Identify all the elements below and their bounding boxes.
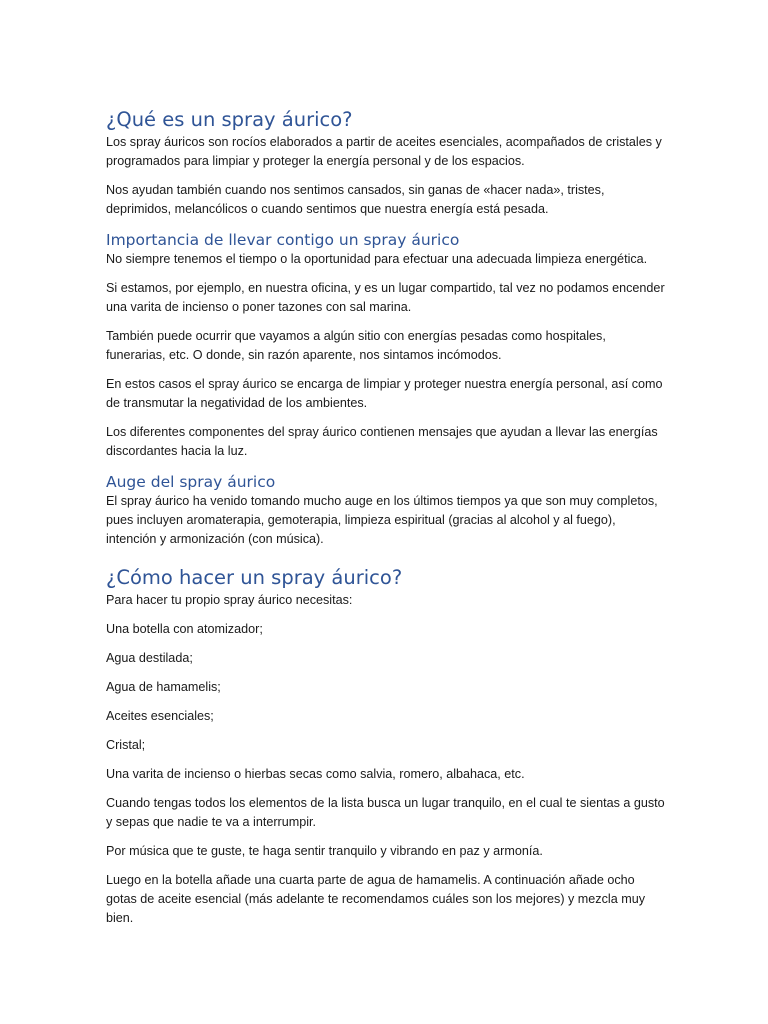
list-item: Cristal; [106, 738, 146, 752]
paragraph: Nos ayudan también cuando nos sentimos cansados, sin ganas de «hacer nada», tristes, deprimidos, melancólicos o cuando sentimos que nuestra energía está pesada. [106, 183, 605, 216]
heading-como-hacer: ¿Cómo hacer un spray áurico? [106, 566, 403, 589]
paragraph: Por música que te guste, te haga sentir tranquilo y vibrando en paz y armonía. [106, 844, 543, 858]
heading-importancia: Importancia de llevar contigo un spray áurico [106, 231, 460, 249]
paragraph: Los spray áuricos son rocíos elaborados a partir de aceites esenciales, acompañados de cristales y programados para limpiar y proteger la energía personal y de los espacios. [106, 135, 662, 168]
heading-que-es: ¿Qué es un spray áurico? [106, 108, 353, 131]
heading-auge: Auge del spray áurico [106, 473, 276, 491]
paragraph: El spray áurico ha venido tomando mucho auge en los últimos tiempos ya que son muy completos, pues incluyen aromaterapia, gemoterapia, limpieza espiritual (gracias al alcohol y al fuego), intención y armonización (con música). [106, 494, 658, 546]
paragraph: En estos casos el spray áurico se encarga de limpiar y proteger nuestra energía personal, así como de transmutar la negatividad de los ambientes. [106, 377, 663, 410]
list-item: Una botella con atomizador; [106, 622, 263, 636]
list-item: Agua destilada; [106, 651, 193, 665]
paragraph: Los diferentes componentes del spray áurico contienen mensajes que ayudan a llevar las energías discordantes hacia la luz. [106, 425, 658, 458]
paragraph: No siempre tenemos el tiempo o la oportunidad para efectuar una adecuada limpieza energética. [106, 252, 648, 266]
list-item: Aceites esenciales; [106, 709, 214, 723]
paragraph: Si estamos, por ejemplo, en nuestra oficina, y es un lugar compartido, tal vez no podamos encender una varita de incienso o poner tazones con sal marina. [106, 281, 665, 314]
list-item: Agua de hamamelis; [106, 680, 221, 694]
paragraph: Cuando tengas todos los elementos de la lista busca un lugar tranquilo, en el cual te sientas a gusto y sepas que nadie te va a interrumpir. [106, 796, 665, 829]
document-page [106, 107, 666, 928]
list-item: Una varita de incienso o hierbas secas como salvia, romero, albahaca, etc. [106, 767, 525, 781]
paragraph: También puede ocurrir que vayamos a algún sitio con energías pesadas como hospitales, funerarias, etc. O donde, sin razón aparente, nos sintamos incómodos. [106, 329, 606, 362]
paragraph: Luego en la botella añade una cuarta parte de agua de hamamelis. A continuación añade ocho gotas de aceite esencial (más adelante te recomendamos cuáles son los mejores) y mezcla muy bien. [106, 873, 645, 925]
paragraph-intro: Para hacer tu propio spray áurico necesitas: [106, 593, 353, 607]
